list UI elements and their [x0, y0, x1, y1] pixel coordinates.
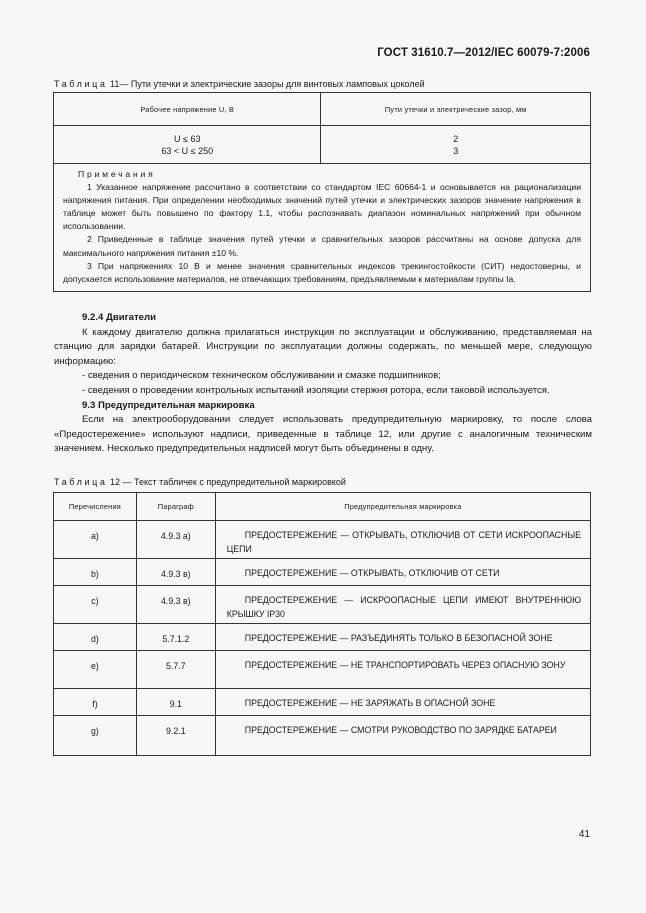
heading-9-3: 9.3 Предупредительная маркировка	[82, 399, 255, 411]
row-paragraph: 4.9.3 в)	[136, 586, 215, 624]
row-marking	[215, 716, 590, 756]
note-2: 2 Приведенные в таблице значения путей утечки и сравнительных зазоров рассчитаны на основе допуска для максимального напряжения питания ±10 %.	[63, 234, 581, 258]
row-marking	[215, 521, 590, 559]
table12-col-item: Перечисления	[54, 493, 137, 521]
row-item: d)	[54, 624, 137, 651]
row-item: g)	[54, 716, 137, 756]
row-item: a)	[54, 521, 137, 559]
list-item-tests: - сведения о проведении контрольных испытаний изоляции стержня ротора, если таковой используется.	[82, 384, 550, 396]
row-item: b)	[54, 559, 137, 586]
table-row	[54, 521, 591, 559]
row-marking-text: ПРЕДОСТЕРЕЖЕНИЕ — НЕ ЗАРЯЖАТЬ В ОПАСНОЙ ЗОНЕ	[244, 698, 496, 708]
row-item: e)	[54, 651, 137, 689]
table11-voltage-cell	[54, 126, 321, 164]
table12-header-row	[54, 493, 591, 521]
table11-notes-row	[54, 164, 591, 292]
table-11	[53, 92, 591, 292]
row-marking-text: ПРЕДОСТЕРЕЖЕНИЕ — СМОТРИ РУКОВОДСТВО ПО ЗАРЯДКЕ БАТАРЕИ	[244, 725, 557, 735]
table11-value-row	[54, 126, 591, 164]
paragraph-warning-marking: Если на электрооборудовании следует использовать предупредительную маркировку, то после слова «Предостережение» используют надписи, приведенные в таблице 12, или другие с аналогичным техническим значением. Несколько предупредительных надписей могут быть объединены в одну.	[54, 414, 592, 455]
table-row	[54, 716, 591, 756]
table11-notes	[54, 164, 591, 292]
table12-caption-word: Таблица	[54, 477, 108, 487]
row-paragraph: 4.9.3 в)	[136, 559, 215, 586]
list-item-maintenance: - сведения о периодическом техническом обслуживании и смазке подшипников;	[82, 370, 441, 382]
row-marking-text: ПРЕДОСТЕРЕЖЕНИЕ — ИСКРООПАСНЫЕ ЦЕПИ ИМЕЮТ ВНУТРЕННЮЮ КРЫШКУ IP30	[226, 595, 581, 619]
table-row	[54, 689, 591, 716]
row-paragraph: 9.1	[136, 689, 215, 716]
table12-caption	[54, 477, 346, 487]
row-marking	[215, 651, 590, 689]
table-12	[53, 492, 591, 756]
table12-col-marking: Предупредительная маркировка	[215, 493, 590, 521]
row-marking	[215, 559, 590, 586]
row-paragraph: 5.7.1.2	[136, 624, 215, 651]
table-row	[54, 624, 591, 651]
row-marking-text: ПРЕДОСТЕРЕЖЕНИЕ — НЕ ТРАНСПОРТИРОВАТЬ ЧЕРЕЗ ОПАСНУЮ ЗОНУ	[244, 660, 566, 670]
table11-header-row	[54, 93, 591, 126]
section-text	[54, 311, 592, 457]
table11-col-voltage: Рабочее напряжение U, В	[54, 93, 321, 126]
table11-distance-cell	[321, 126, 591, 164]
row-paragraph: 4.9.3 a)	[136, 521, 215, 559]
table11-voltage-1: U ≤ 63	[174, 134, 201, 144]
table11-caption	[54, 79, 425, 89]
table-row	[54, 651, 591, 689]
row-paragraph: 5.7.7	[136, 651, 215, 689]
row-marking	[215, 586, 590, 624]
notes-title: Примечания	[78, 169, 156, 179]
table11-caption-text: 11— Пути утечки и электрические зазоры для винтовых ламповых цоколей	[107, 79, 425, 89]
row-marking-text: ПРЕДОСТЕРЕЖЕНИЕ — РАЗЪЕДИНЯТЬ ТОЛЬКО В БЕЗОПАСНОЙ ЗОНЕ	[244, 633, 553, 643]
table-row	[54, 586, 591, 624]
table12-caption-text: 12 — Текст табличек с предупредительной маркировкой	[107, 477, 346, 487]
row-marking-text: ПРЕДОСТЕРЕЖЕНИЕ — ОТКРЫВАТЬ, ОТКЛЮЧИВ ОТ СЕТИ	[244, 568, 500, 578]
row-item: f)	[54, 689, 137, 716]
table11-distance-2: 3	[453, 146, 459, 156]
note-1: 1 Указанное напряжение рассчитано в соответствии со стандартом IEC 60664-1 и основывается на рационализации напряжения питания. При определении необходимых значений путей утечки и электрических зазоров значение напряжения в таблице может быть повышено по фактору 1.1, чтобы распознавать диапазон номинальных напряжений при обычном использовании.	[63, 182, 581, 232]
table11-distance-1: 2	[453, 134, 459, 144]
heading-9-2-4: 9.2.4 Двигатели	[82, 312, 156, 323]
table11-voltage-2: 63 < U ≤ 250	[161, 146, 214, 156]
row-marking	[215, 624, 590, 651]
row-marking	[215, 689, 590, 716]
table-row	[54, 559, 591, 586]
table11-col-distance: Пути утечки и электрические зазор, мм	[321, 93, 591, 126]
table12-col-paragraph: Параграф	[136, 493, 215, 521]
row-item: c)	[54, 586, 137, 624]
row-marking-text: ПРЕДОСТЕРЕЖЕНИЕ — ОТКРЫВАТЬ, ОТКЛЮЧИВ ОТ СЕТИ ИСКРООПАСНЫЕ ЦЕПИ	[226, 530, 581, 554]
paragraph-motors: К каждому двигателю должна прилагаться инструкция по эксплуатации и обслуживанию, представляемая на станцию для зарядки батарей. Инструкции по эксплуатации должны содержать, по меньшей мере, следующую информацию:	[54, 326, 592, 367]
page-number: 41	[578, 829, 590, 840]
standard-designation: ГОСТ 31610.7—2012/IEC 60079-7:2006	[377, 47, 590, 59]
note-3: 3 При напряжениях 10 В и менее значения сравнительных индексов трекингостойкости (СИТ) недостоверны, и допускается использование материалов, не отвечающих требованиям, предъявляемым к материалам группы Ia.	[63, 260, 581, 284]
table11-caption-word: Таблица	[54, 79, 108, 89]
row-paragraph: 9.2.1	[136, 716, 215, 756]
